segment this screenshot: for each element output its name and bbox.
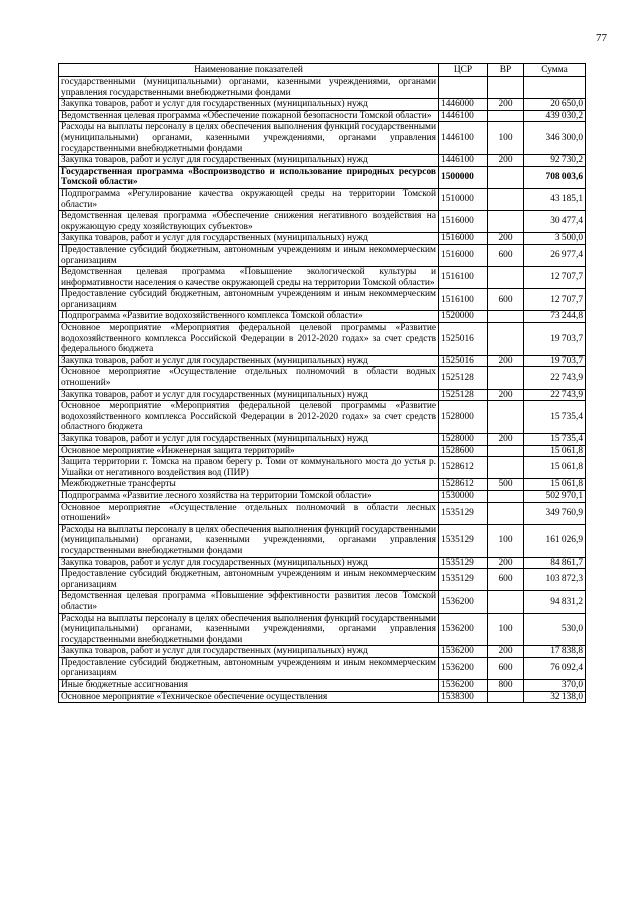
table-row bbox=[59, 233, 586, 245]
cell-sum: 15 735,4 bbox=[524, 434, 586, 446]
cell-sum: 103 872,3 bbox=[524, 569, 586, 591]
table-row bbox=[59, 355, 586, 367]
table-row bbox=[59, 490, 586, 502]
cell-name: Защита территории г. Томска на правом берегу р. Томи от коммунального моста до устья р. Ушайки от негативного воздействия вод (ПИР) bbox=[59, 457, 439, 479]
cell-vr bbox=[488, 211, 524, 233]
cell-name: Закупка товаров, работ и услуг для государственных (муниципальных) нужд bbox=[59, 434, 439, 446]
cell-name: Закупка товаров, работ и услуг для государственных (муниципальных) нужд bbox=[59, 233, 439, 245]
cell-sum: 19 703,7 bbox=[524, 323, 586, 356]
cell-name: Расходы на выплаты персоналу в целях обеспечения выполнения функций государственными (муниципальными) органами, казенными учреждениями, органами управления государственными внебюджетными фондами bbox=[59, 122, 439, 155]
table-row bbox=[59, 557, 586, 569]
cell-sum: 17 838,8 bbox=[524, 646, 586, 658]
table-row bbox=[59, 166, 586, 188]
cell-sum: 76 092,4 bbox=[524, 657, 586, 679]
table-row bbox=[59, 613, 586, 646]
cell-csr: 1446000 bbox=[439, 99, 488, 111]
cell-csr: 1510000 bbox=[439, 188, 488, 210]
table-row bbox=[59, 122, 586, 155]
cell-vr: 600 bbox=[488, 289, 524, 311]
cell-vr: 800 bbox=[488, 680, 524, 692]
cell-name: Основное мероприятие «Мероприятия федеральной целевой программы «Развитие водохозяйственного комплекса Российской Федерации в 2012-2020 годах» за счет средств федерального бюджета bbox=[59, 323, 439, 356]
cell-name: Закупка товаров, работ и услуг для государственных (муниципальных) нужд bbox=[59, 646, 439, 658]
table-row bbox=[59, 434, 586, 446]
cell-sum: 19 703,7 bbox=[524, 355, 586, 367]
budget-table bbox=[58, 63, 586, 703]
cell-sum: 12 707,7 bbox=[524, 267, 586, 289]
cell-sum: 349 760,9 bbox=[524, 502, 586, 524]
cell-vr: 200 bbox=[488, 434, 524, 446]
cell-name: Закупка товаров, работ и услуг для государственных (муниципальных) нужд bbox=[59, 99, 439, 111]
cell-sum: 20 650,0 bbox=[524, 99, 586, 111]
cell-csr: 1530000 bbox=[439, 490, 488, 502]
cell-csr: 1500000 bbox=[439, 166, 488, 188]
cell-name: Ведомственная целевая программа «Обеспечение снижения негативного воздействия на окружающую среду хозяйствующих субъектов» bbox=[59, 211, 439, 233]
cell-csr: 1516000 bbox=[439, 211, 488, 233]
table-row bbox=[59, 188, 586, 210]
cell-csr: 1516100 bbox=[439, 267, 488, 289]
cell-csr: 1446100 bbox=[439, 155, 488, 167]
cell-sum: 92 730,2 bbox=[524, 155, 586, 167]
cell-sum: 43 185,1 bbox=[524, 188, 586, 210]
cell-name: Предоставление субсидий бюджетным, автономным учреждениям и иным некоммерческим организациям bbox=[59, 244, 439, 266]
header-csr: ЦСР bbox=[439, 64, 488, 77]
cell-csr: 1535129 bbox=[439, 557, 488, 569]
cell-sum: 3 500,0 bbox=[524, 233, 586, 245]
cell-vr: 200 bbox=[488, 646, 524, 658]
cell-name: Ведомственная целевая программа «Повышение экологической культуры и информативности населения о качестве окружающей среды на территории Томской области» bbox=[59, 267, 439, 289]
cell-vr bbox=[488, 77, 524, 99]
cell-name: Закупка товаров, работ и услуг для государственных (муниципальных) нужд bbox=[59, 155, 439, 167]
cell-sum: 708 003,6 bbox=[524, 166, 586, 188]
table-row bbox=[59, 323, 586, 356]
table-row bbox=[59, 110, 586, 122]
cell-sum: 502 970,1 bbox=[524, 490, 586, 502]
cell-sum: 530,0 bbox=[524, 613, 586, 646]
cell-csr: 1536200 bbox=[439, 613, 488, 646]
cell-csr: 1525128 bbox=[439, 389, 488, 401]
cell-vr: 600 bbox=[488, 569, 524, 591]
cell-sum: 22 743,9 bbox=[524, 367, 586, 389]
table-row bbox=[59, 457, 586, 479]
cell-vr: 200 bbox=[488, 155, 524, 167]
cell-sum: 12 707,7 bbox=[524, 289, 586, 311]
cell-csr: 1536200 bbox=[439, 680, 488, 692]
table-row bbox=[59, 401, 586, 434]
cell-vr bbox=[488, 490, 524, 502]
table-body bbox=[59, 77, 586, 703]
table-row bbox=[59, 211, 586, 233]
cell-csr: 1528600 bbox=[439, 445, 488, 457]
cell-sum: 73 244,8 bbox=[524, 311, 586, 323]
table-row bbox=[59, 99, 586, 111]
table-row bbox=[59, 502, 586, 524]
cell-vr bbox=[488, 401, 524, 434]
cell-sum: 161 026,9 bbox=[524, 524, 586, 557]
cell-name: Предоставление субсидий бюджетным, автономным учреждениям и иным некоммерческим организациям bbox=[59, 657, 439, 679]
cell-csr: 1516000 bbox=[439, 233, 488, 245]
cell-name: Ведомственная целевая программа «Обеспечение пожарной безопасности Томской области» bbox=[59, 110, 439, 122]
cell-csr: 1536200 bbox=[439, 646, 488, 658]
header-name: Наименование показателей bbox=[59, 64, 439, 77]
cell-vr bbox=[488, 110, 524, 122]
cell-name: Ведомственная целевая программа «Повышение эффективности развития лесов Томской области» bbox=[59, 591, 439, 613]
cell-csr: 1516000 bbox=[439, 244, 488, 266]
cell-vr: 200 bbox=[488, 355, 524, 367]
cell-vr: 100 bbox=[488, 524, 524, 557]
cell-name: Подпрограмма «Развитие лесного хозяйства на территории Томской области» bbox=[59, 490, 439, 502]
cell-sum: 439 030,2 bbox=[524, 110, 586, 122]
cell-csr: 1446100 bbox=[439, 122, 488, 155]
cell-name: Межбюджетные трансферты bbox=[59, 479, 439, 491]
cell-vr bbox=[488, 166, 524, 188]
table-row bbox=[59, 155, 586, 167]
cell-name: Расходы на выплаты персоналу в целях обеспечения выполнения функций государственными (муниципальными) органами, казенными учреждениями, органами управления государственными внебюджетными фондами bbox=[59, 613, 439, 646]
cell-sum: 15 061,8 bbox=[524, 479, 586, 491]
cell-csr: 1536200 bbox=[439, 657, 488, 679]
cell-sum: 346 300,0 bbox=[524, 122, 586, 155]
cell-csr: 1525016 bbox=[439, 323, 488, 356]
cell-csr: 1535129 bbox=[439, 569, 488, 591]
table-row bbox=[59, 311, 586, 323]
cell-vr: 200 bbox=[488, 99, 524, 111]
cell-vr: 600 bbox=[488, 244, 524, 266]
cell-csr: 1535129 bbox=[439, 502, 488, 524]
cell-sum: 15 061,8 bbox=[524, 457, 586, 479]
table-row bbox=[59, 445, 586, 457]
cell-sum: 32 138,0 bbox=[524, 691, 586, 703]
cell-vr: 500 bbox=[488, 479, 524, 491]
cell-name: Закупка товаров, работ и услуг для государственных (муниципальных) нужд bbox=[59, 557, 439, 569]
cell-vr: 200 bbox=[488, 557, 524, 569]
page-number: 77 bbox=[596, 32, 607, 44]
cell-vr bbox=[488, 502, 524, 524]
cell-csr: 1528612 bbox=[439, 479, 488, 491]
table-row bbox=[59, 680, 586, 692]
cell-name: Основное мероприятие «Техническое обеспечение осуществления bbox=[59, 691, 439, 703]
cell-vr bbox=[488, 367, 524, 389]
cell-sum: 370,0 bbox=[524, 680, 586, 692]
table-row bbox=[59, 646, 586, 658]
table-row bbox=[59, 77, 586, 99]
cell-vr bbox=[488, 591, 524, 613]
cell-name: Предоставление субсидий бюджетным, автономным учреждениям и иным некоммерческим организациям bbox=[59, 569, 439, 591]
table-row bbox=[59, 289, 586, 311]
cell-name: Основное мероприятие «Инженерная защита территорий» bbox=[59, 445, 439, 457]
cell-csr: 1446100 bbox=[439, 110, 488, 122]
cell-vr: 100 bbox=[488, 122, 524, 155]
cell-csr: 1536200 bbox=[439, 591, 488, 613]
cell-name: Основное мероприятие «Осуществление отдельных полномочий в области водных отношений» bbox=[59, 367, 439, 389]
cell-name: Предоставление субсидий бюджетным, автономным учреждениям и иным некоммерческим организациям bbox=[59, 289, 439, 311]
cell-name: Основное мероприятие «Мероприятия федеральной целевой программы «Развитие водохозяйственного комплекса Российской Федерации в 2012-2020 годах» за счет средств областного бюджета bbox=[59, 401, 439, 434]
cell-csr: 1525128 bbox=[439, 367, 488, 389]
cell-sum bbox=[524, 77, 586, 99]
cell-sum: 15 735,4 bbox=[524, 401, 586, 434]
cell-name: Закупка товаров, работ и услуг для государственных (муниципальных) нужд bbox=[59, 389, 439, 401]
cell-csr: 1525016 bbox=[439, 355, 488, 367]
cell-name: Основное мероприятие «Осуществление отдельных полномочий в области лесных отношений» bbox=[59, 502, 439, 524]
cell-name: Иные бюджетные ассигнования bbox=[59, 680, 439, 692]
cell-name: Закупка товаров, работ и услуг для государственных (муниципальных) нужд bbox=[59, 355, 439, 367]
cell-sum: 94 831,2 bbox=[524, 591, 586, 613]
cell-sum: 84 861,7 bbox=[524, 557, 586, 569]
cell-vr bbox=[488, 323, 524, 356]
cell-csr bbox=[439, 77, 488, 99]
cell-name: государственными (муниципальными) органами, казенными учреждениями, органами управления государственными внебюджетными фондами bbox=[59, 77, 439, 99]
table-row bbox=[59, 569, 586, 591]
table-header-row bbox=[59, 64, 586, 77]
table-row bbox=[59, 591, 586, 613]
cell-csr: 1520000 bbox=[439, 311, 488, 323]
cell-sum: 15 061,8 bbox=[524, 445, 586, 457]
cell-sum: 22 743,9 bbox=[524, 389, 586, 401]
table-row bbox=[59, 389, 586, 401]
cell-vr bbox=[488, 457, 524, 479]
cell-name: Государственная программа «Воспроизводство и использование природных ресурсов Томской области» bbox=[59, 166, 439, 188]
cell-name: Расходы на выплаты персоналу в целях обеспечения выполнения функций государственными (муниципальными) органами, казенными учреждениями, органами управления государственными внебюджетными фондами bbox=[59, 524, 439, 557]
header-vr: ВР bbox=[488, 64, 524, 77]
cell-name: Подпрограмма «Регулирование качества окружающей среды на территории Томской области» bbox=[59, 188, 439, 210]
cell-vr bbox=[488, 691, 524, 703]
cell-csr: 1516100 bbox=[439, 289, 488, 311]
table-row bbox=[59, 367, 586, 389]
table-row bbox=[59, 657, 586, 679]
cell-sum: 30 477,4 bbox=[524, 211, 586, 233]
cell-vr: 600 bbox=[488, 657, 524, 679]
cell-vr bbox=[488, 267, 524, 289]
header-sum: Сумма bbox=[524, 64, 586, 77]
table-row bbox=[59, 524, 586, 557]
table-row bbox=[59, 244, 586, 266]
table-row bbox=[59, 267, 586, 289]
cell-csr: 1538300 bbox=[439, 691, 488, 703]
cell-vr: 200 bbox=[488, 389, 524, 401]
cell-sum: 26 977,4 bbox=[524, 244, 586, 266]
cell-vr bbox=[488, 445, 524, 457]
table-row bbox=[59, 479, 586, 491]
cell-csr: 1535129 bbox=[439, 524, 488, 557]
cell-vr: 100 bbox=[488, 613, 524, 646]
cell-csr: 1528000 bbox=[439, 401, 488, 434]
cell-vr bbox=[488, 311, 524, 323]
table-row bbox=[59, 691, 586, 703]
cell-csr: 1528612 bbox=[439, 457, 488, 479]
cell-vr: 200 bbox=[488, 233, 524, 245]
cell-name: Подпрограмма «Развитие водохозяйственного комплекса Томской области» bbox=[59, 311, 439, 323]
cell-csr: 1528000 bbox=[439, 434, 488, 446]
cell-vr bbox=[488, 188, 524, 210]
